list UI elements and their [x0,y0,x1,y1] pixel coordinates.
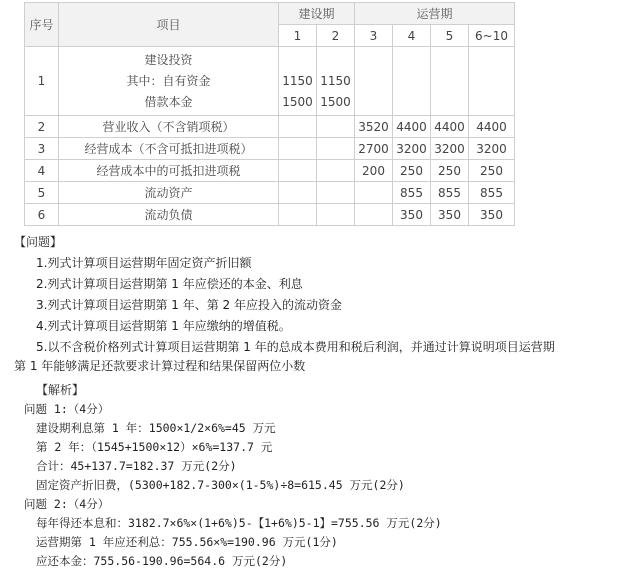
cell-value: 3520 [355,116,393,138]
cell-value [279,204,317,226]
table-row [25,47,515,116]
cell-value: 3200 [469,138,515,160]
analysis-line: 建设期利息第 1 年：1500×1/2×6%=45 万元 [36,421,276,435]
question-item: 1.列式计算项目运营期年固定资产折旧额 [36,256,252,270]
cell-value [279,182,317,204]
analysis-title: 【解析】 [36,383,85,397]
analysis-line: 合计：45+137.7=182.37 万元(2分) [36,459,237,473]
analysis-line: 第 2 年：（1545+1500×12）×6%=137.7 元 [36,440,273,454]
cell-value: 250 [469,160,515,182]
table-row [25,182,515,204]
cell-value-line: 1150 [320,73,351,88]
table-header-row [25,3,515,25]
analysis-q2-title: 问题 2:（4分） [24,497,110,511]
analysis-q1-title: 问题 1:（4分） [24,402,110,416]
cell-value [279,47,317,116]
header-year: 3 [355,25,393,47]
cell-value: 350 [393,204,431,226]
cell-seq: 6 [25,204,59,226]
cell-value: 250 [393,160,431,182]
cell-value [317,182,355,204]
cell-value: 2700 [355,138,393,160]
cell-value [317,47,355,116]
table-row [25,138,515,160]
cell-value: 200 [355,160,393,182]
cell-seq: 3 [25,138,59,160]
questions-title: 【问题】 [14,235,63,249]
cell-value-line [279,50,316,71]
cell-seq: 2 [25,116,59,138]
cell-value [469,47,515,116]
question-item-continued: 第 1 年能够满足还款要求计算过程和结果保留两位小数 [14,359,306,373]
cell-value: 4400 [431,116,469,138]
cell-value [279,160,317,182]
analysis-line: 运营期第 1 年应还利总：755.56×%=190.96 万元(1分) [36,535,338,549]
cell-item: 经营成本中的可抵扣进项税 [59,160,279,182]
cell-value-line [317,50,354,71]
cell-seq: 1 [25,47,59,116]
header-operation-period: 运营期 [355,3,515,25]
cell-item: 流动资产 [59,182,279,204]
cell-value: 855 [393,182,431,204]
item-own-funds: 其中：自有资金 [126,73,211,88]
header-seq: 序号 [25,3,59,47]
cell-value [355,182,393,204]
question-item: 5.以不含税价格列式计算项目运营期第 1 年的总成本费用和税后利润，并通过计算说明项目运营期 [36,340,555,354]
cell-value: 350 [469,204,515,226]
cell-item [59,47,279,116]
header-year: 1 [279,25,317,47]
cell-value [355,47,393,116]
table-row [25,160,515,182]
cell-seq: 4 [25,160,59,182]
question-item: 4.列式计算项目运营期第 1 年应缴纳的增值税。 [36,319,291,333]
cell-value: 3200 [393,138,431,160]
cell-value: 855 [431,182,469,204]
table-row [25,204,515,226]
cell-value: 250 [431,160,469,182]
cell-value-line: 1500 [282,94,313,109]
cell-value-line: 1500 [320,94,351,109]
cell-value: 855 [469,182,515,204]
cell-item: 营业收入（不含销项税） [59,116,279,138]
analysis-line: 每年得还本息和：3182.7×6%×(1+6%)5-【1+6%)5-1】=755.56 万元(2分) [36,516,442,530]
header-item: 项目 [59,3,279,47]
cell-value [279,138,317,160]
cell-value [317,116,355,138]
analysis-line: 固定资产折旧费，(5300+182.7-300×(1-5%)÷8=615.45 万元(2分) [36,478,405,492]
cell-item: 经营成本（不含可抵扣进项税） [59,138,279,160]
item-loan-principal: 借款本金 [144,94,193,109]
cell-value [279,116,317,138]
question-item: 3.列式计算项目运营期第 1 年、第 2 年应投入的流动资金 [36,298,342,312]
cell-value: 3200 [431,138,469,160]
cell-value: 4400 [469,116,515,138]
cell-value: 4400 [393,116,431,138]
cell-value-line: 1150 [282,73,313,88]
header-year: 6~10 [469,25,515,47]
cell-value [317,138,355,160]
analysis-line: 应还本金：755.56-190.96=564.6 万元(2分) [36,554,288,568]
header-year: 5 [431,25,469,47]
header-construction-period: 建设期 [279,3,355,25]
item-construction-investment: 建设投资 [144,52,193,67]
cell-value [355,204,393,226]
cell-value [317,160,355,182]
cell-value [317,204,355,226]
cell-item: 流动负债 [59,204,279,226]
header-year: 2 [317,25,355,47]
cell-value [431,47,469,116]
cell-seq: 5 [25,182,59,204]
question-item: 2.列式计算项目运营期第 1 年应偿还的本金、利息 [36,277,303,291]
cell-value [393,47,431,116]
cell-value: 350 [431,204,469,226]
header-year: 4 [393,25,431,47]
table-row [25,116,515,138]
financial-data-table [24,2,515,226]
